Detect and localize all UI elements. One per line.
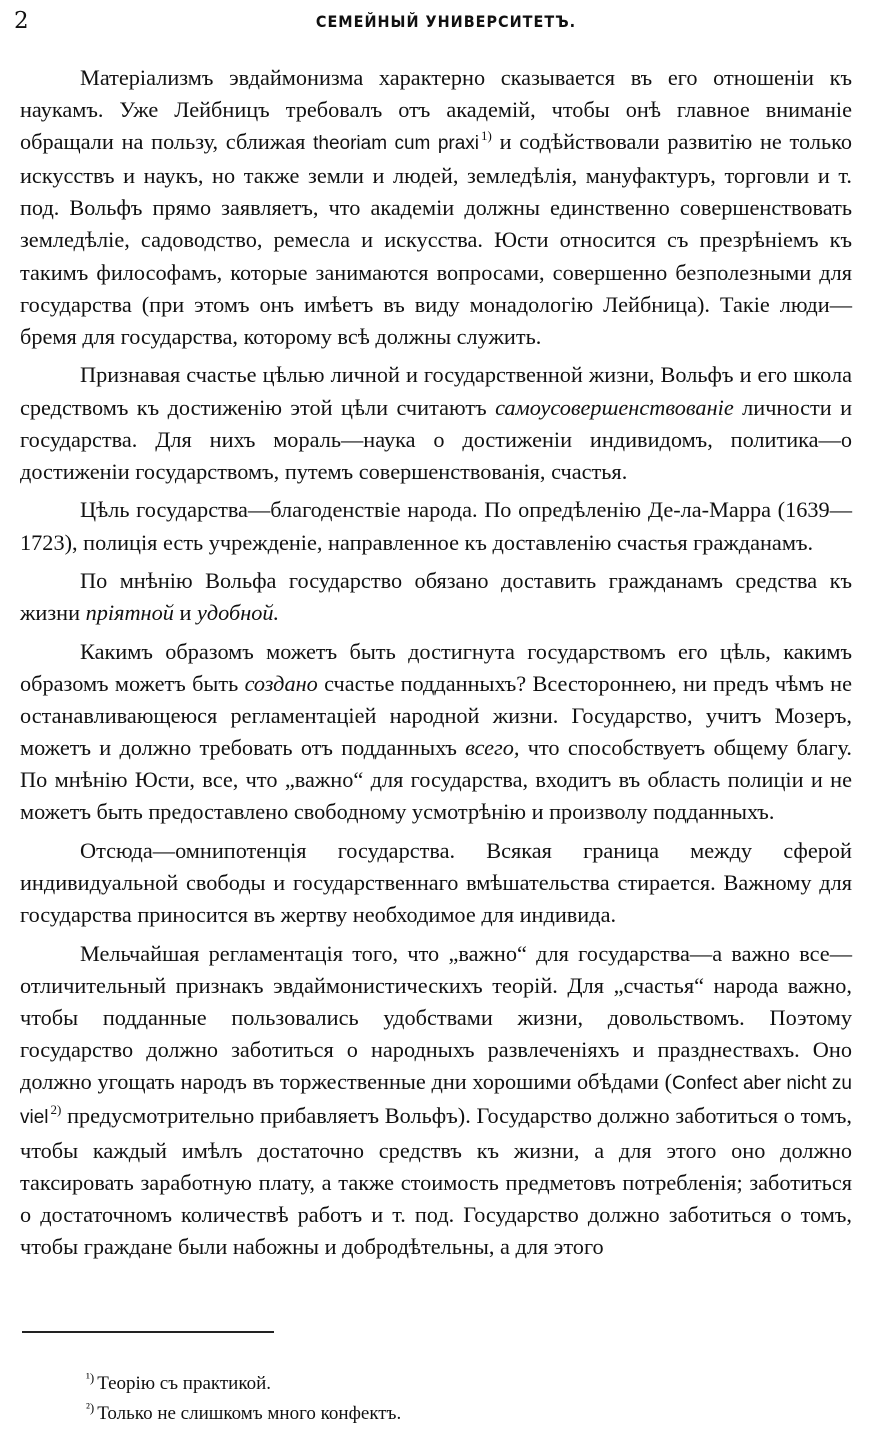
page-header: [14, 6, 854, 38]
text-run: Цѣль государства—благоденствіе народа. По опредѣленію Де-ла-Марра (1639—1723), полиція есть учрежденіе, направленное къ доставленію счастья гражданамъ.: [20, 497, 852, 555]
emphasis: создано: [244, 671, 318, 697]
emphasis: всего,: [465, 735, 520, 761]
text-run: Какимъ образомъ можетъ быть достигнута государствомъ его цѣль, какимъ образомъ можетъ быть: [20, 638, 852, 697]
paragraph-4: [20, 565, 852, 629]
running-title: СЕМЕЙНЫЙ УНИВЕРСИТЕТЪ.: [315, 12, 577, 31]
latin-phrase: theoriam cum praxi: [313, 133, 480, 155]
text-run: и содѣйствовали развитію не только искусствъ и наукъ, но также земли и людей, земледѣлія, мануфактуръ, торговли и т. под. Вольфъ прямо заявляетъ, что академіи должны единственно совершенствовать земледѣліе, садоводство, ремесла и искусства. Юсти относится съ презрѣніемъ къ такимъ философамъ, которые занимаются вопросами, совершенно безполезными для государства (при этомъ онъ имѣетъ въ виду монадологію Лейбница). Такіе люди—бремя для государства, которому всѣ должны служить.: [20, 129, 852, 349]
paragraph-2: [20, 359, 852, 487]
paragraph-6: [20, 835, 852, 931]
text-run: Признавая счастье цѣлью личной и государственной жизни, Вольфъ и его школа средствомъ къ достиженію этой цѣли считаютъ: [20, 362, 852, 420]
footnotes: [86, 1369, 846, 1429]
paragraph-7: [20, 938, 852, 1263]
text-run: Матеріализмъ эвдаймонизма характерно сказывается въ его отношеніи къ наукамъ. Уже Лейбницъ требовалъ отъ академій, чтобы онѣ главное вниманіе обращали на пользу, сближая: [20, 65, 852, 155]
text-run: и: [173, 600, 198, 626]
page-number: 2: [14, 8, 29, 34]
paragraph-5: [20, 636, 852, 829]
text-run: По мнѣнію Вольфа государство обязано доставить гражданамъ средства къ жизни: [20, 568, 852, 626]
text-run: Мельчайшая регламентація того, что „важно“ для государства—а важно все—отличительный признакъ эвдаймонистическихъ теорій. Для „счастья“ народа важно, чтобы подданные пользовались удобствами жизни, довольствомъ. Поэтому государство должно заботиться о народныхъ развлеченіяхъ и празднествахъ. Оно должно угощать народъ въ торжественные дни хорошими обѣдами (: [20, 941, 852, 1095]
paragraph-1: [20, 62, 852, 353]
emphasis: самоусовершенствованіе: [495, 394, 734, 420]
emphasis: удобной.: [197, 600, 280, 626]
footnote-mark: ²): [86, 1400, 95, 1415]
body-text: [20, 62, 852, 1263]
latin-phrase: Confect aber nicht zu viel: [20, 1073, 853, 1129]
text-run: что способствуетъ общему благу. По мнѣнію Юсти, все, что „важно“ для государства, входитъ въ область полиціи и не можетъ быть предоставлено свободному усмотрѣнію и произволу подданныхъ.: [20, 735, 852, 825]
footnote-text: Теорію съ практикой.: [97, 1373, 272, 1394]
footnote-ref-2: 2): [50, 1102, 62, 1118]
footnote-1: [86, 1369, 846, 1399]
text-run: счастье подданныхъ? Всестороннею, ни предъ чѣмъ не останавливающеюся регламентаціей народной жизни. Государство, учитъ Мозеръ, можетъ и должно требовать отъ подданныхъ: [20, 671, 852, 761]
paragraph-3: [20, 494, 852, 558]
footnote-mark: ¹): [86, 1370, 95, 1385]
footnote-text: Только не слишкомъ много конфектъ.: [97, 1403, 402, 1424]
footnote-2: [86, 1399, 846, 1429]
footnote-divider: [22, 1331, 274, 1333]
text-run: личности и государства. Для нихъ мораль—наука о достиженіи индивидомъ, политика—о достиженіи государствомъ, путемъ совершенствованія, счастья.: [20, 394, 853, 484]
emphasis: пріятной: [85, 600, 174, 626]
text-run: Отсюда—омнипотенція государства. Всякая граница между сферой индивидуальной свободы и государственнаго вмѣшательства стирается. Важному для государства приносится въ жертву необходимое для индивида.: [20, 838, 852, 928]
text-run: предусмотрительно прибавляетъ Вольфъ). Государство должно заботиться о томъ, чтобы каждый имѣлъ достаточно средствъ къ жизни, а для этого оно должно таксировать заработную плату, а также стоимость предметовъ потребленія; заботиться о достаточномъ количествѣ работъ и т. под. Государство должно заботиться о томъ, чтобы граждане были набожны и добродѣтельны, а для этого: [20, 1103, 852, 1259]
footnote-ref-1: 1): [481, 128, 492, 144]
